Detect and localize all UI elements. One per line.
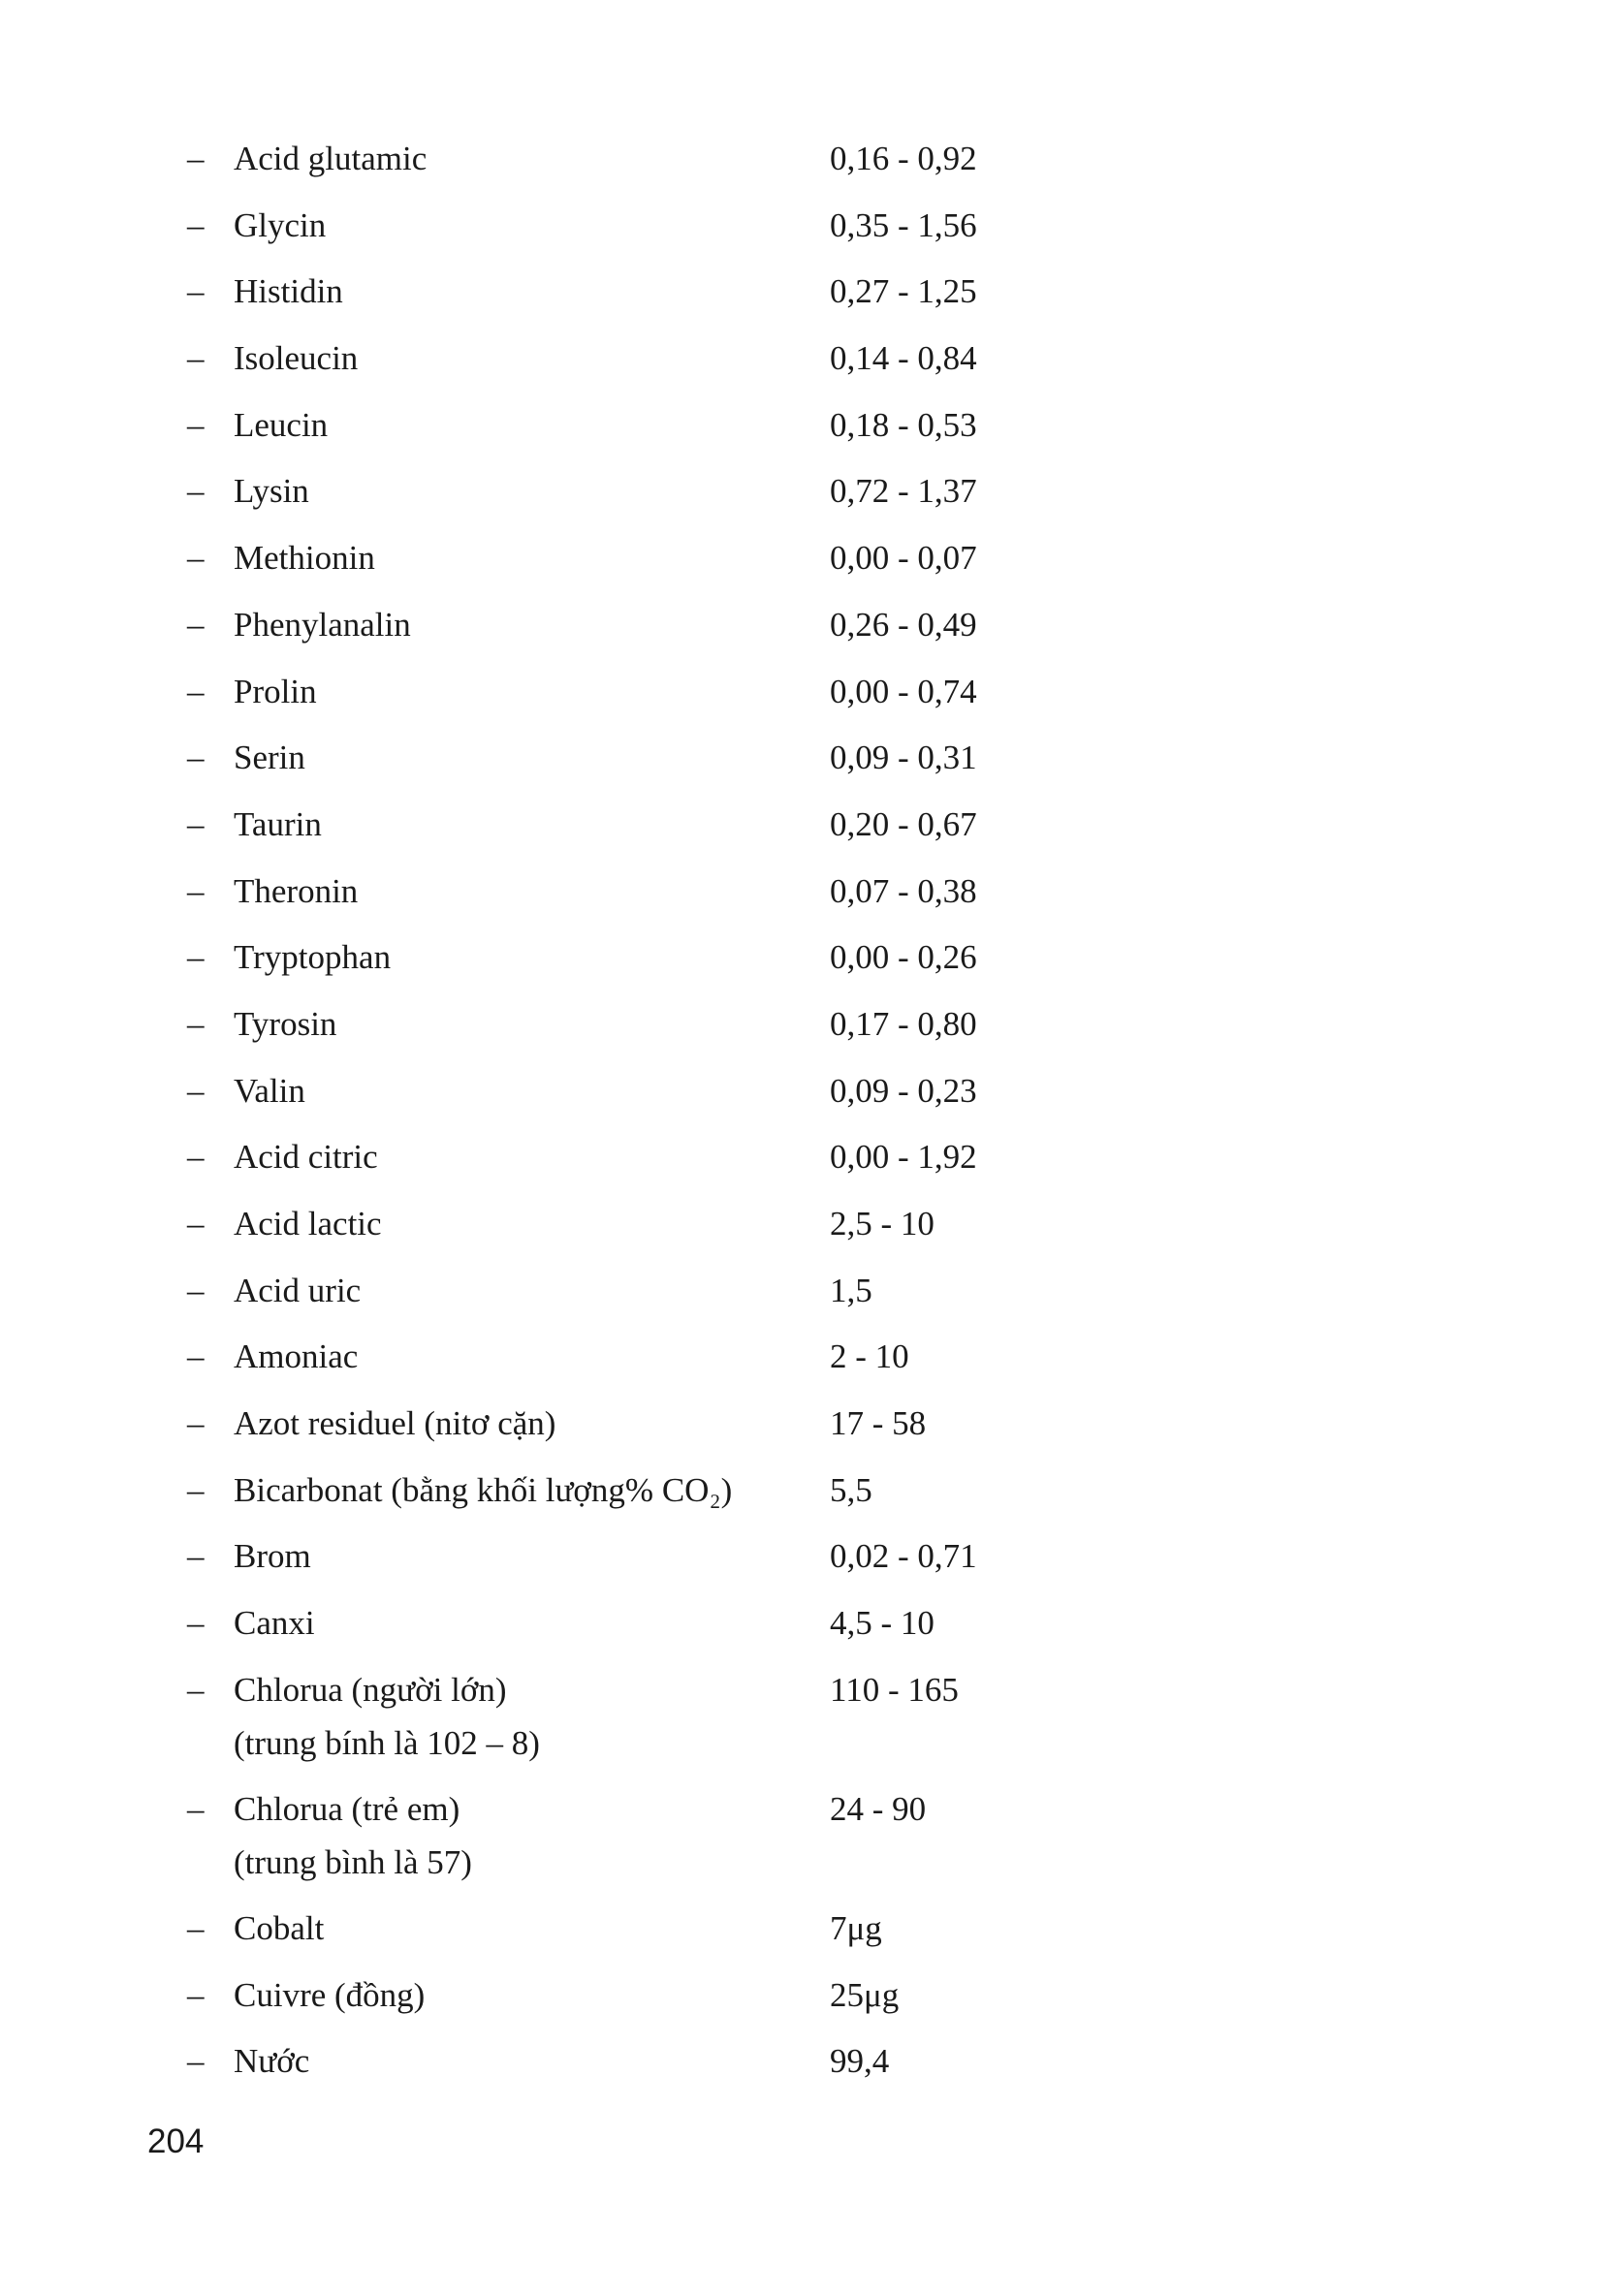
list-item [187,1465,1253,1532]
list-item [187,1531,1253,1598]
item-name-line: Glycin [234,205,327,244]
item-value: 24 - 90 [830,1789,927,1828]
list-item [187,600,1253,667]
list-item [187,667,1253,734]
item-value: 25μg [830,1975,900,2014]
list-item [187,1903,1253,1970]
list-item [187,400,1253,467]
list-item [187,134,1253,201]
dash-bullet: – [187,1138,205,1177]
list-item [187,733,1253,800]
item-name-line: Theronin [234,871,359,910]
item-value: 0,09 - 0,31 [830,739,977,777]
dash-bullet: – [187,1470,205,1509]
list-item [187,1399,1253,1465]
dash-bullet: – [187,938,205,977]
list-item [187,1332,1253,1399]
dash-bullet: – [187,539,205,578]
dash-bullet: – [187,339,205,378]
item-name-line: Methionin [234,539,375,578]
list-item [187,1665,1253,1784]
dash-bullet: – [187,1004,205,1043]
item-name-line: Acid uric [234,1271,362,1309]
item-name-line: Prolin [234,672,317,710]
item-name-note: (trung bính là 102 – 8) [234,1723,540,1762]
dash-bullet: – [187,1271,205,1309]
value-list [187,134,1253,2103]
list-item [187,2036,1253,2103]
list-item [187,800,1253,866]
dash-bullet: – [187,1604,205,1643]
dash-bullet: – [187,672,205,710]
list-item [187,1066,1253,1133]
item-value: 0,02 - 0,71 [830,1537,977,1576]
item-value: 0,20 - 0,67 [830,804,977,843]
dash-bullet: – [187,1071,205,1110]
item-name-line: Brom [234,1537,311,1576]
item-value: 7μg [830,1908,882,1947]
list-item [187,333,1253,400]
list-item [187,201,1253,267]
list-item [187,533,1253,600]
item-value: 0,72 - 1,37 [830,472,977,511]
item-name-line: Serin [234,739,305,777]
item-value: 0,00 - 0,74 [830,672,977,710]
item-value: 0,09 - 0,23 [830,1071,977,1110]
dash-bullet: – [187,205,205,244]
list-item [187,267,1253,333]
item-value: 0,17 - 0,80 [830,1004,977,1043]
list-item [187,1266,1253,1333]
list-item [187,1784,1253,1903]
item-value: 0,07 - 0,38 [830,871,977,910]
item-name-line: Tyrosin [234,1004,337,1043]
dash-bullet: – [187,1975,205,2014]
item-value: 0,35 - 1,56 [830,205,977,244]
list-item [187,932,1253,999]
dash-bullet: – [187,605,205,644]
list-item [187,999,1253,1066]
item-name-line: Histidin [234,272,343,311]
item-name-line: Nước [234,2042,310,2081]
item-value: 5,5 [830,1470,872,1509]
item-name-line: Acid citric [234,1138,378,1177]
dash-bullet: – [187,804,205,843]
item-value: 4,5 - 10 [830,1604,935,1643]
dash-bullet: – [187,1789,205,1828]
list-item [187,1970,1253,2037]
item-value: 0,00 - 0,07 [830,539,977,578]
item-name-line: Tryptophan [234,938,392,977]
dash-bullet: – [187,1404,205,1443]
item-value: 0,27 - 1,25 [830,272,977,311]
dash-bullet: – [187,871,205,910]
item-name-line: Amoniac [234,1337,359,1376]
dash-bullet: – [187,1205,205,1242]
item-value: 0,18 - 0,53 [830,405,977,444]
list-item [187,1598,1253,1665]
item-name-note: (trung bình là 57) [234,1842,472,1881]
dash-bullet: – [187,405,205,444]
item-name-line: Valin [234,1071,305,1110]
item-name-line: Chlorua (trẻ em) [234,1789,460,1828]
item-name-line: Acid lactic [234,1205,382,1242]
item-value: 17 - 58 [830,1404,927,1443]
list-item [187,1199,1253,1266]
dash-bullet: – [187,472,205,511]
item-name-line: Chlorua (người lớn) [234,1670,507,1709]
item-name-line: Leucin [234,405,329,444]
list-item [187,1132,1253,1199]
item-name-line: Bicarbonat (bằng khối lượng% CO₂) [234,1470,733,1509]
item-name-line: Canxi [234,1604,315,1643]
item-value: 1,5 [830,1271,872,1309]
item-name-line: Cuivre (đồng) [234,1975,426,2014]
item-name-line: Cobalt [234,1908,325,1947]
item-value: 0,16 - 0,92 [830,140,977,177]
item-value: 0,00 - 1,92 [830,1138,977,1177]
dash-bullet: – [187,1337,205,1376]
item-name-line: Azot residuel (nitơ cặn) [234,1404,556,1443]
dash-bullet: – [187,739,205,777]
dash-bullet: – [187,1908,205,1947]
item-name-line: Taurin [234,804,322,843]
dash-bullet: – [187,2042,205,2081]
item-value: 0,14 - 0,84 [830,339,977,378]
dash-bullet: – [187,1537,205,1576]
item-value: 110 - 165 [830,1670,959,1709]
item-name-line: Isoleucin [234,339,359,378]
list-item [187,866,1253,933]
page-number: 204 [147,2123,205,2160]
item-value: 2 - 10 [830,1337,909,1376]
item-name-line: Acid glutamic [234,140,428,177]
list-item [187,466,1253,533]
dash-bullet: – [187,140,205,177]
item-value: 99,4 [830,2042,890,2081]
item-name-line: Lysin [234,472,309,511]
item-value: 0,00 - 0,26 [830,938,977,977]
dash-bullet: – [187,272,205,311]
item-value: 2,5 - 10 [830,1205,935,1242]
item-name-line: Phenylanalin [234,605,411,644]
item-value: 0,26 - 0,49 [830,605,977,644]
dash-bullet: – [187,1670,205,1709]
